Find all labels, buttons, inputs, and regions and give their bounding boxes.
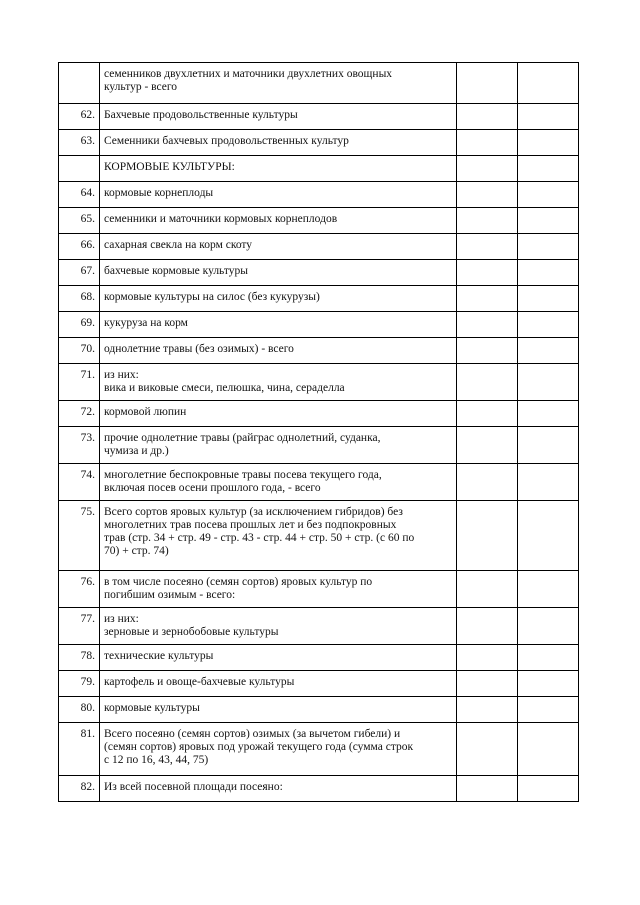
row-description: из них: зерновые и зернобобовые культуры — [100, 608, 457, 645]
row-number: 75. — [59, 501, 100, 571]
table-row — [59, 723, 579, 776]
table-row — [59, 63, 579, 104]
table-row — [59, 464, 579, 501]
value-cell — [457, 104, 518, 130]
row-number: 70. — [59, 338, 100, 364]
row-description: однолетние травы (без озимых) - всего — [100, 338, 457, 364]
value-cell — [518, 776, 579, 802]
row-number: 73. — [59, 427, 100, 464]
row-description: картофель и овоще-бахчевые культуры — [100, 671, 457, 697]
table-row — [59, 338, 579, 364]
row-description: прочие однолетние травы (райграс однолетний, суданка, чумиза и др.) — [100, 427, 457, 464]
row-number — [59, 156, 100, 182]
value-cell — [518, 697, 579, 723]
row-description: КОРМОВЫЕ КУЛЬТУРЫ: — [100, 156, 457, 182]
row-description: кукуруза на корм — [100, 312, 457, 338]
value-cell — [457, 608, 518, 645]
row-description: кормовые культуры на силос (без кукурузы) — [100, 286, 457, 312]
value-cell — [518, 401, 579, 427]
row-number: 65. — [59, 208, 100, 234]
value-cell — [518, 156, 579, 182]
table-row — [59, 571, 579, 608]
value-cell — [457, 338, 518, 364]
value-cell — [518, 234, 579, 260]
row-description: Всего сортов яровых культур (за исключением гибридов) без многолетних трав посева прошлых лет и без подпокровных трав (стр. 34 + стр. 49 - стр. 43 - стр. 44 + стр. 50 + стр. (с 60 по 70) + стр. 74) — [100, 501, 457, 571]
table-row — [59, 208, 579, 234]
row-description: семенников двухлетних и маточники двухлетних овощных культур - всего — [100, 63, 457, 104]
row-description: кормовой люпин — [100, 401, 457, 427]
value-cell — [457, 501, 518, 571]
table-row — [59, 312, 579, 338]
row-number: 76. — [59, 571, 100, 608]
row-number: 80. — [59, 697, 100, 723]
value-cell — [457, 260, 518, 286]
value-cell — [518, 182, 579, 208]
row-description: кормовые культуры — [100, 697, 457, 723]
table-row — [59, 671, 579, 697]
row-description: Бахчевые продовольственные культуры — [100, 104, 457, 130]
row-number: 66. — [59, 234, 100, 260]
value-cell — [457, 312, 518, 338]
row-description: сахарная свекла на корм скоту — [100, 234, 457, 260]
value-cell — [457, 364, 518, 401]
value-cell — [518, 312, 579, 338]
table-row — [59, 260, 579, 286]
row-description: Из всей посевной площади посеяно: — [100, 776, 457, 802]
value-cell — [457, 464, 518, 501]
table-row — [59, 501, 579, 571]
value-cell — [457, 671, 518, 697]
row-description: бахчевые кормовые культуры — [100, 260, 457, 286]
row-number: 68. — [59, 286, 100, 312]
table-row — [59, 286, 579, 312]
row-number: 69. — [59, 312, 100, 338]
value-cell — [457, 156, 518, 182]
table-row — [59, 104, 579, 130]
row-number: 78. — [59, 645, 100, 671]
table-row — [59, 697, 579, 723]
row-number: 72. — [59, 401, 100, 427]
value-cell — [518, 501, 579, 571]
row-description: кормовые корнеплоды — [100, 182, 457, 208]
value-cell — [518, 608, 579, 645]
table-row — [59, 776, 579, 802]
row-number — [59, 63, 100, 104]
value-cell — [518, 671, 579, 697]
value-cell — [518, 338, 579, 364]
table-row — [59, 608, 579, 645]
value-cell — [518, 104, 579, 130]
table-row — [59, 645, 579, 671]
value-cell — [457, 208, 518, 234]
value-cell — [457, 776, 518, 802]
value-cell — [457, 723, 518, 776]
row-description: из них: вика и виковые смеси, пелюшка, чина, сераделла — [100, 364, 457, 401]
value-cell — [518, 208, 579, 234]
row-description: многолетние беспокровные травы посева текущего года, включая посев осени прошлого года, - всего — [100, 464, 457, 501]
value-cell — [457, 286, 518, 312]
row-number: 79. — [59, 671, 100, 697]
row-number: 82. — [59, 776, 100, 802]
value-cell — [518, 260, 579, 286]
value-cell — [518, 464, 579, 501]
value-cell — [518, 364, 579, 401]
value-cell — [518, 63, 579, 104]
value-cell — [518, 645, 579, 671]
value-cell — [518, 571, 579, 608]
table-row — [59, 427, 579, 464]
table-row — [59, 130, 579, 156]
value-cell — [457, 571, 518, 608]
row-number: 71. — [59, 364, 100, 401]
value-cell — [518, 286, 579, 312]
row-description: семенники и маточники кормовых корнеплодов — [100, 208, 457, 234]
row-description: Всего посеяно (семян сортов) озимых (за вычетом гибели) и (семян сортов) яровых под урожай текущего года (сумма строк с 12 по 16, 43, 44, 75) — [100, 723, 457, 776]
value-cell — [457, 645, 518, 671]
table-row — [59, 234, 579, 260]
value-cell — [457, 697, 518, 723]
table-row — [59, 182, 579, 208]
value-cell — [518, 130, 579, 156]
value-cell — [518, 427, 579, 464]
value-cell — [457, 182, 518, 208]
table-row — [59, 364, 579, 401]
row-number: 67. — [59, 260, 100, 286]
table-body — [59, 63, 579, 802]
value-cell — [457, 401, 518, 427]
row-number: 64. — [59, 182, 100, 208]
value-cell — [518, 723, 579, 776]
row-description: в том числе посеяно (семян сортов) яровых культур по погибшим озимым - всего: — [100, 571, 457, 608]
value-cell — [457, 63, 518, 104]
row-number: 81. — [59, 723, 100, 776]
table-row — [59, 401, 579, 427]
row-number: 74. — [59, 464, 100, 501]
row-description: Семенники бахчевых продовольственных культур — [100, 130, 457, 156]
value-cell — [457, 234, 518, 260]
row-number: 62. — [59, 104, 100, 130]
crops-table — [58, 62, 579, 802]
value-cell — [457, 427, 518, 464]
row-number: 63. — [59, 130, 100, 156]
row-description: технические культуры — [100, 645, 457, 671]
row-number: 77. — [59, 608, 100, 645]
value-cell — [457, 130, 518, 156]
table-row — [59, 156, 579, 182]
